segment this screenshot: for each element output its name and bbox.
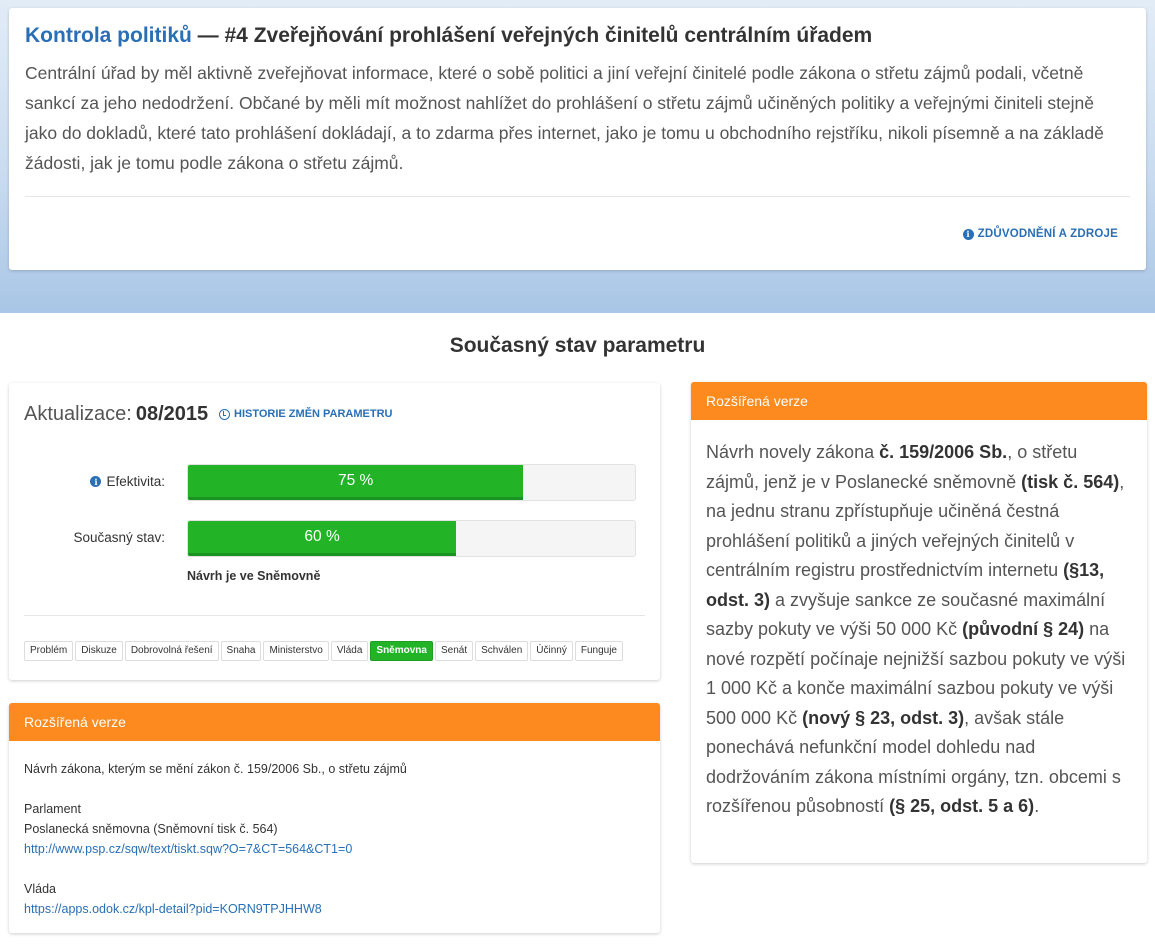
clock-icon bbox=[219, 409, 230, 420]
parameter-header-card bbox=[9, 8, 1146, 270]
status-note: Návrh je ve Sněmovně bbox=[187, 569, 321, 583]
panel-header: Rozšířená verze bbox=[9, 703, 660, 741]
history-link-label: HISTORIE ZMĚN PARAMETRU bbox=[234, 408, 393, 420]
stage-list bbox=[24, 641, 623, 661]
stage-5[interactable]: Vláda bbox=[331, 641, 369, 661]
legal-reference: (§13, odst. 3) bbox=[706, 560, 1105, 610]
legal-reference: (§ 25, odst. 5 a 6) bbox=[889, 796, 1035, 816]
legal-reference: (tisk č. 564) bbox=[1021, 471, 1120, 492]
status-progress-fill: 60 % bbox=[188, 521, 456, 556]
text-segment: a zvyšuje sankce ze současné maximální sazby pokuty ve výši 50 000 Kč bbox=[706, 589, 1106, 639]
info-icon: i bbox=[963, 229, 974, 240]
stage-1[interactable]: Diskuze bbox=[75, 641, 123, 661]
legal-reference: č. 159/2006 Sb. bbox=[879, 442, 1008, 462]
effectiveness-label-wrap bbox=[90, 474, 165, 489]
text-segment: na nové rozpětí počínaje nejnižší sazbou pokuty ve výši 1 000 Kč a konče maximální sazbou pokuty ve výši 500 000 Kč bbox=[706, 619, 1126, 728]
category-link[interactable]: Kontrola politiků bbox=[25, 24, 192, 47]
stage-0[interactable]: Problém bbox=[24, 641, 73, 661]
status-label-wrap bbox=[73, 530, 165, 545]
parliament-label: Parlament bbox=[24, 802, 81, 816]
stage-6[interactable]: Sněmovna bbox=[370, 641, 433, 661]
parliament-link[interactable]: http://www.psp.cz/sqw/text/tiskt.sqw?O=7&CT=564&CT1=0 bbox=[24, 842, 353, 856]
government-label: Vláda bbox=[24, 882, 56, 896]
effectiveness-progress-fill: 75 % bbox=[188, 465, 523, 500]
extended-version-left bbox=[9, 703, 660, 933]
stage-7[interactable]: Senát bbox=[435, 641, 473, 661]
text-segment: , na jednu stranu zpřístupňuje učiněná čestná prohlášení politiků a jiných veřejných činitelů v centrálním registru prostřednictvím internetu bbox=[706, 471, 1125, 580]
reasons-sources-link[interactable] bbox=[963, 228, 1118, 240]
stage-10[interactable]: Funguje bbox=[575, 641, 623, 661]
history-link[interactable] bbox=[219, 408, 393, 420]
legal-reference: (nový § 23, odst. 3) bbox=[802, 707, 965, 728]
update-label: Aktualizace: bbox=[24, 403, 132, 425]
update-info bbox=[24, 403, 208, 426]
government-link[interactable]: https://apps.odok.cz/kpl-detail?pid=KORN9TPJHHW8 bbox=[24, 902, 322, 916]
text-segment: , o střetu zájmů, jenž je v Poslanecké sněmovně bbox=[706, 442, 1078, 492]
reasons-link-label: ZDŮVODNĚNÍ A ZDROJE bbox=[977, 228, 1118, 240]
stage-8[interactable]: Schválen bbox=[475, 641, 528, 661]
legal-reference: (původní § 24) bbox=[962, 619, 1085, 639]
effectiveness-label: Efektivita: bbox=[106, 474, 165, 489]
page-title bbox=[25, 22, 1130, 50]
parliament-text: Poslanecká sněmovna (Sněmovní tisk č. 564) bbox=[24, 822, 278, 836]
stage-9[interactable]: Účinný bbox=[530, 641, 573, 661]
update-value: 08/2015 bbox=[135, 403, 209, 425]
divider bbox=[25, 196, 1130, 197]
status-label: Současný stav: bbox=[73, 530, 165, 545]
title-text: — #4 Zveřejňování prohlášení veřejných činitelů centrálním úřadem bbox=[191, 24, 873, 47]
extended-version-right bbox=[691, 382, 1147, 863]
text-segment: . bbox=[1034, 796, 1040, 816]
parameter-status-card bbox=[9, 383, 660, 680]
stage-3[interactable]: Snaha bbox=[221, 641, 262, 661]
stage-2[interactable]: Dobrovolná řešení bbox=[125, 641, 219, 661]
info-icon[interactable]: i bbox=[90, 476, 101, 487]
status-progress bbox=[187, 520, 636, 557]
parameter-description: Centrální úřad by měl aktivně zveřejňovat informace, které o sobě politici a jiní veřejní činitelé podle zákona o střetu zájmů podali, včetně sankcí za jeho nedodržení. Občané by měli mít možnost nahlížet do prohlášení o střetu zájmů učiněných politiky a veřejnými činiteli stejně jako do dokladů, které tato prohlášení dokládají, a to zdarma přes internet, jako je tomu u obchodního rejstříku, nikoli písemně a na základě žádosti, jak je tomu podle zákona o střetu zájmů. bbox=[25, 63, 1104, 173]
panel-body bbox=[691, 420, 1147, 822]
text-segment: Návrh novely zákona bbox=[706, 442, 880, 462]
text-segment: , avšak stále ponechává nefunkční model dohledu nad dodržováním zákona místními orgány, tzn. obcemi s rozšířenou působností bbox=[706, 707, 1121, 816]
section-title: Současný stav parametru bbox=[449, 334, 706, 357]
effectiveness-progress bbox=[187, 464, 636, 501]
divider bbox=[24, 615, 645, 616]
panel-header: Rozšířená verze bbox=[691, 382, 1147, 420]
bill-title: Návrh zákona, kterým se mění zákon č. 159/2006 Sb., o střetu zájmů bbox=[24, 762, 407, 776]
stage-4[interactable]: Ministerstvo bbox=[263, 641, 328, 661]
panel-body bbox=[9, 741, 660, 919]
